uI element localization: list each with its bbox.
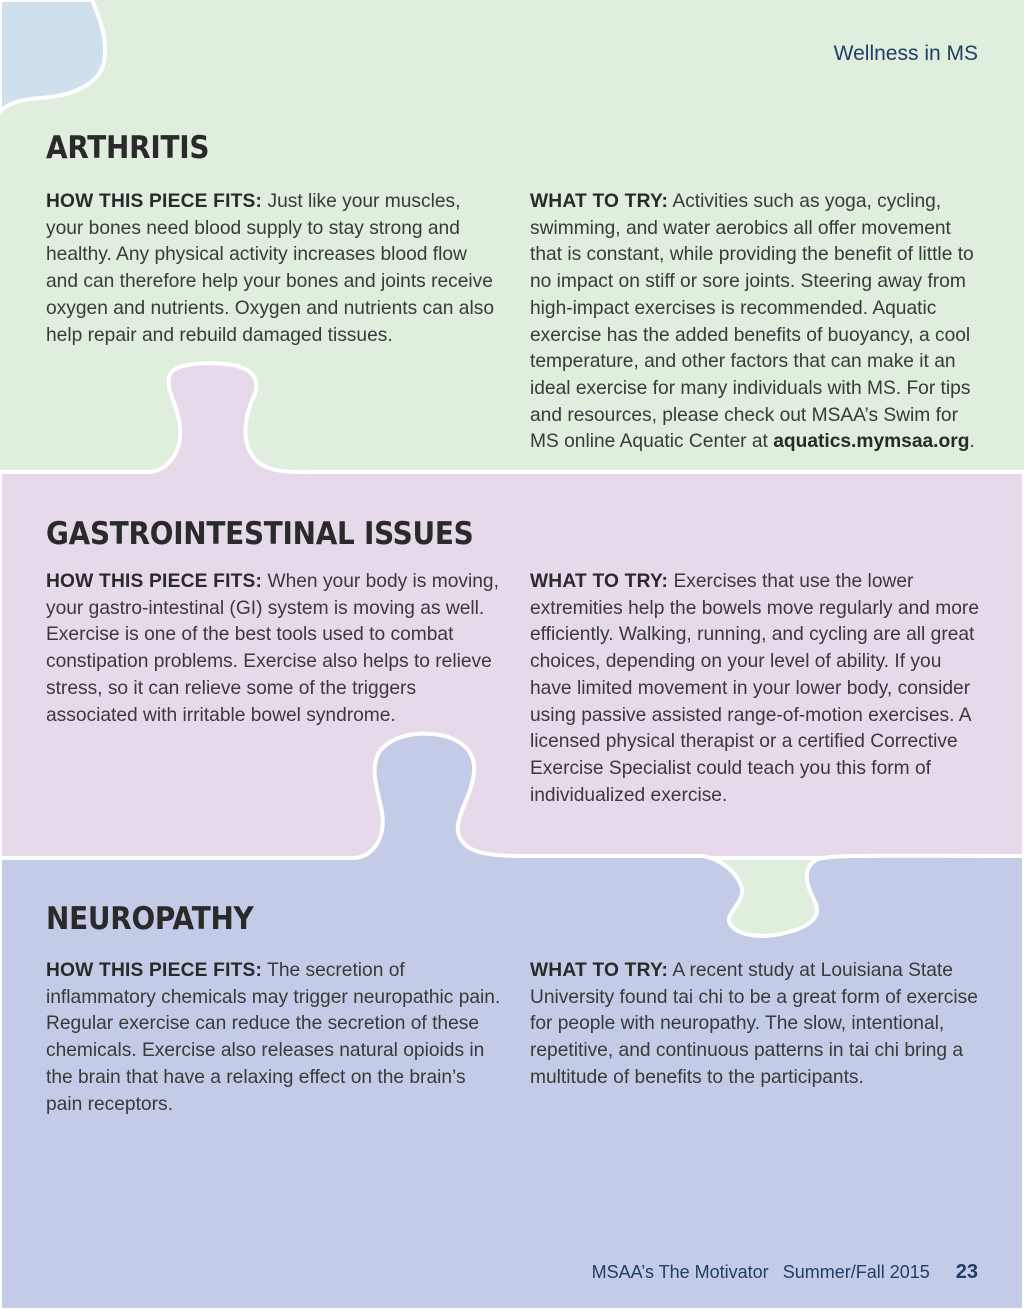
paragraph-text: Exercises that use the lower extremities help the bowels move regularly and more efficiently. Walking, running, and cycling are all great choices, depending on your level of ability. If you have limited movement in your lower body, consider using passive assisted range-of-motion exercises. A licensed physical therapist or a certified Corrective Exercise Specialist could teach you this form of individualized exercise. (530, 571, 979, 806)
paragraph-lead: HOW THIS PIECE FITS: (46, 960, 263, 981)
paragraph-lead: WHAT TO TRY: (530, 960, 669, 981)
paragraph-text: A recent study at Louisiana State University found tai chi to be a great form of exercise for people with neuropathy. The slow, intentional, repetitive, and continuous patterns in tai chi bring a multitude of benefits to the participants. (530, 960, 978, 1088)
paragraph-text: The secretion of inflammatory chemicals may trigger neuropathic pain. Regular exercise can reduce the secretion of these chemicals. Exercise also releases natural opioids in the brain that have a relaxing effect on the brain’s pain receptors. (46, 960, 501, 1115)
aquatic-center-link[interactable]: aquatics.mymsaa.org (773, 431, 970, 453)
running-head: Wellness in MS (833, 42, 978, 65)
paragraph-lead: HOW THIS PIECE FITS: (46, 191, 263, 212)
paragraph-lead: WHAT TO TRY: (530, 191, 669, 212)
what-to-try-paragraph (530, 189, 982, 456)
how-this-piece-fits-paragraph (46, 569, 501, 729)
paragraph-lead: HOW THIS PIECE FITS: (46, 571, 263, 592)
issue-date: Summer/Fall 2015 (782, 1262, 930, 1282)
section-title: ARTHRITIS (46, 130, 210, 166)
section-title: GASTROINTESTINAL ISSUES (46, 516, 474, 552)
section-arthritis (46, 130, 227, 166)
paragraph-lead: WHAT TO TRY: (530, 571, 669, 592)
paragraph-text: Just like your muscles, your bones need blood supply to stay strong and healthy. Any physical activity increases blood flow and can therefore help your bones and joints receive oxygen and nutrients. Oxygen and nutrients can also help repair and rebuild damaged tissues. (46, 191, 494, 346)
what-to-try-paragraph (530, 569, 982, 809)
section-title: NEUROPATHY (46, 901, 254, 937)
page-number: 23 (955, 1261, 978, 1283)
section-gastrointestinal (46, 516, 521, 552)
section-neuropathy (46, 901, 277, 937)
paragraph-text: Activities such as yoga, cycling, swimming, and water aerobics all offer movement that is constant, while providing the benefit of little to no impact on stiff or sore joints. Steering away from high-impact exercises is recommended. Aquatic exercise has the added benefits of buoyancy, a cool temperature, and other factors that can make it an ideal exercise for many individuals with MS. For tips and resources, please check out MSAA’s Swim for MS online Aquatic Center at (530, 191, 974, 453)
paragraph-end: . (969, 431, 975, 453)
publication-name: MSAA’s The Motivator (591, 1262, 769, 1282)
how-this-piece-fits-paragraph (46, 958, 501, 1118)
what-to-try-paragraph (530, 958, 982, 1092)
how-this-piece-fits-paragraph (46, 189, 501, 349)
paragraph-text: When your body is moving, your gastro-intestinal (GI) system is moving as well. Exercise is one of the best tools used to combat constipation problems. Exercise also helps to relieve stress, so it can relieve some of the triggers associated with irritable bowel syndrome. (46, 571, 499, 726)
page-footer (592, 1261, 978, 1284)
